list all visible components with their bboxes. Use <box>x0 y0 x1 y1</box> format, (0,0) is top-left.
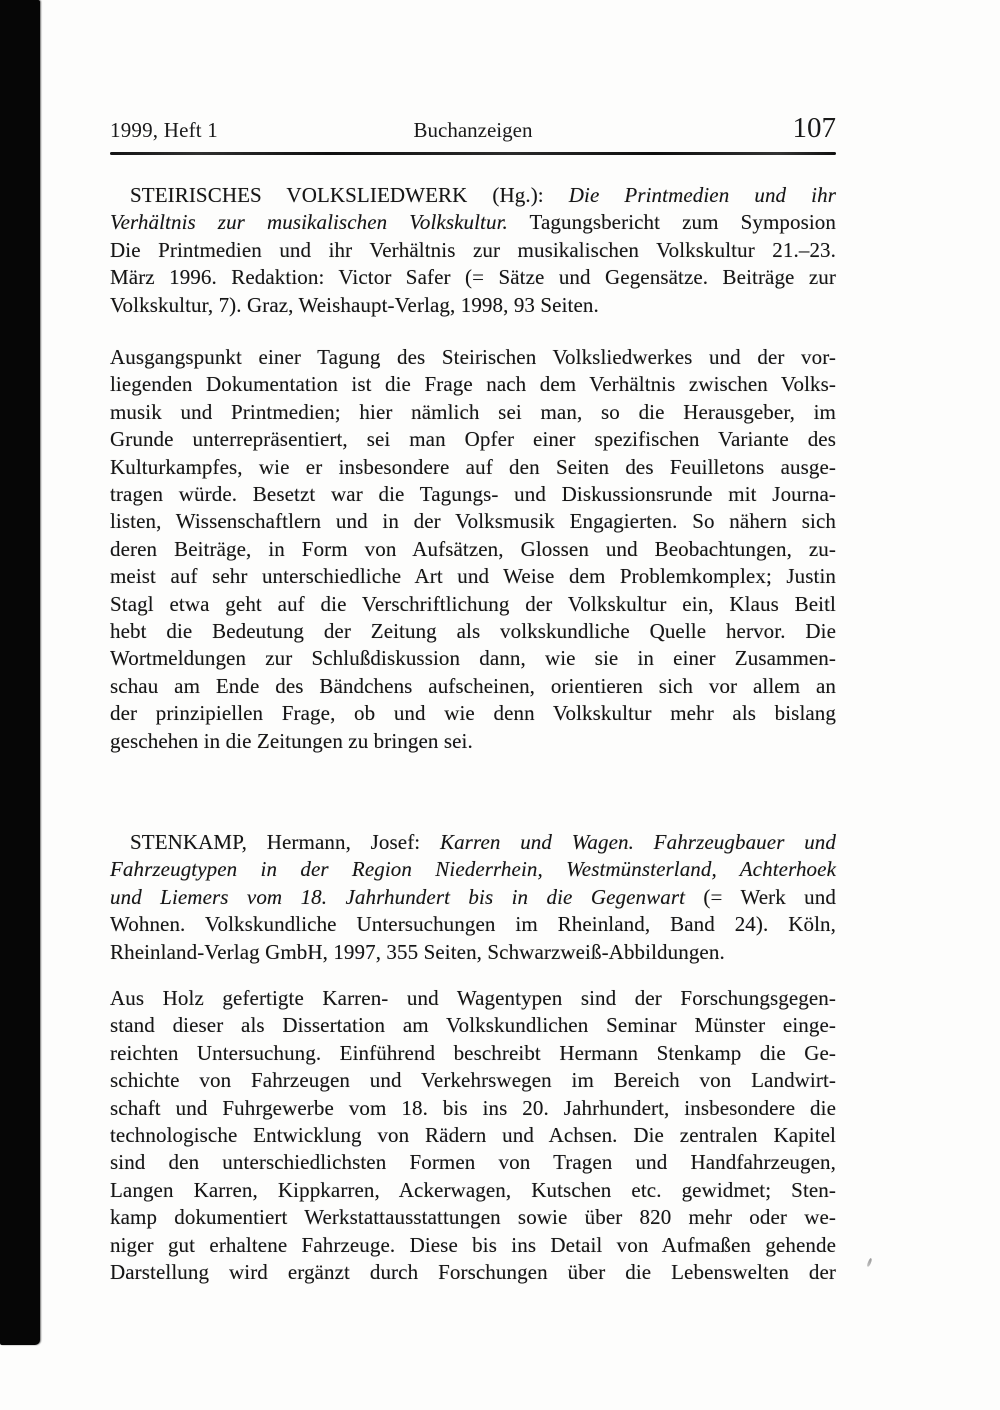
text-line <box>110 454 836 481</box>
text-line <box>110 508 836 535</box>
text-segment: kamp dokumentiert Werkstattausstattungen sowie über 820 mehr oder we- <box>110 1205 836 1230</box>
text-line <box>110 911 836 938</box>
text-segment: sind den unterschiedlichsten Formen von Tragen und Handfahrzeugen, <box>110 1150 836 1175</box>
text-segment: liegenden Dokumentation ist die Frage nach dem Verhältnis zwischen Volks- <box>110 372 836 397</box>
entry-1-review <box>110 344 836 755</box>
text-line <box>110 1012 836 1039</box>
text-segment: musik und Printmedien; hier nämlich sei man, so die Herausgeber, im <box>110 399 836 424</box>
text-line <box>110 829 836 856</box>
text-segment: niger gut erhaltene Fahrzeuge. Diese bis ins Detail von Aufmaßen gehende <box>110 1232 836 1257</box>
text-segment: schau am Ende des Bändchens aufscheinen, orientieren sich vor allem an <box>110 673 836 698</box>
text-segment: tragen würde. Besetzt war die Tagungs- und Diskussionsrunde mit Journa- <box>110 482 836 507</box>
text-line <box>110 1122 836 1149</box>
text-segment: Tagungsbericht zum Symposion <box>507 210 837 235</box>
text-line <box>110 728 836 755</box>
text-line <box>110 1149 836 1176</box>
text-segment: technologische Entwicklung von Rädern und Achsen. Die zentralen Kapitel <box>110 1123 836 1148</box>
text-segment: Wohnen. Volkskundliche Untersuchungen im Rheinland, Band 24). Köln, <box>110 912 836 937</box>
issue-label: 1999, Heft 1 <box>110 118 218 142</box>
text-line <box>110 1095 836 1122</box>
text-segment: deren Beiträge, in Form von Aufsätzen, Glossen und Beobachtungen, zu- <box>110 536 836 561</box>
italic-text-segment: und Liemers vom 18. Jahrhundert bis in die Gegenwart <box>110 884 686 909</box>
italic-text-segment: Verhältnis zur musikalischen Volkskultur. <box>110 210 508 235</box>
text-line <box>110 591 836 618</box>
text-segment: geschehen in die Zeitungen zu bringen sei. <box>110 728 473 753</box>
text-segment: listen, Wissenschaftlern und in der Volksmusik Engagierten. So nähern sich <box>110 509 836 534</box>
text-line <box>110 399 836 426</box>
text-line <box>110 237 836 264</box>
text-segment: Die Printmedien und ihr Verhältnis zur musikalischen Volkskultur 21.–23. <box>110 237 836 262</box>
text-segment: Langen Karren, Kippkarren, Ackerwagen, Kutschen etc. gewidmet; Sten- <box>110 1177 836 1202</box>
entry-2-citation <box>110 829 836 966</box>
text-segment: Rheinland-Verlag GmbH, 1997, 355 Seiten, Schwarzweiß-Abbildungen. <box>110 939 725 964</box>
text-line <box>110 1067 836 1094</box>
text-line <box>110 344 836 371</box>
text-segment: (= Werk und <box>685 884 836 909</box>
text-segment: Volkskultur, 7). Graz, Weishaupt-Verlag, 1998, 93 Seiten. <box>110 292 599 317</box>
text-line <box>110 985 836 1012</box>
text-line <box>110 618 836 645</box>
text-line <box>110 1204 836 1231</box>
text-line <box>110 426 836 453</box>
page-number: 107 <box>792 112 836 144</box>
text-line <box>110 673 836 700</box>
text-line <box>110 1040 836 1067</box>
entry-1-citation <box>110 182 836 319</box>
text-segment: reichten Untersuchung. Einführend beschreibt Hermann Stenkamp die Ge- <box>110 1040 836 1065</box>
text-line <box>110 884 836 911</box>
text-line <box>110 371 836 398</box>
text-line <box>110 292 836 319</box>
text-segment: Ausgangspunkt einer Tagung des Steirischen Volksliedwerkes und der vor- <box>110 345 836 369</box>
italic-text-segment: Fahrzeugtypen in der Region Niederrhein, Westmünsterland, Achterhoek <box>110 857 836 882</box>
text-segment: März 1996. Redaktion: Victor Safer (= Sätze und Gegensätze. Beiträge zur <box>110 265 836 290</box>
scan-speck <box>866 1258 872 1267</box>
text-segment: Darstellung wird ergänzt durch Forschungen über die Lebenswelten der <box>110 1260 836 1285</box>
text-segment: STEIRISCHES VOLKSLIEDWERK (Hg.): <box>130 183 569 207</box>
text-segment: hebt die Bedeutung der Zeitung als volkskundliche Quelle hervor. Die <box>110 619 836 644</box>
text-line <box>110 481 836 508</box>
text-segment: Grunde unterrepräsentiert, sei man Opfer einer spezifischen Variante des <box>110 427 836 452</box>
running-head <box>110 112 836 145</box>
scan-edge-artifact <box>0 0 40 1345</box>
text-segment: Wortmeldungen zur Schlußdiskussion dann, wie sie in einer Zusammen- <box>110 646 836 671</box>
italic-text-segment: Die Printmedien und ihr <box>568 183 836 207</box>
text-segment: STENKAMP, Hermann, Josef: <box>130 830 440 854</box>
text-segment: stand dieser als Dissertation am Volkskundlichen Seminar Münster einge- <box>110 1013 836 1038</box>
text-segment: schaft und Fuhrgewerbe vom 18. bis ins 20. Jahrhundert, insbesondere die <box>110 1095 836 1120</box>
text-segment: Kulturkampfes, wie er insbesondere auf den Seiten des Feuilletons ausge- <box>110 454 836 479</box>
text-line <box>110 264 836 291</box>
text-line <box>110 939 836 966</box>
entry-2-review <box>110 985 836 1286</box>
text-line <box>110 1232 836 1259</box>
text-segment: meist auf sehr unterschiedliche Art und Weise dem Problemkomplex; Justin <box>110 564 836 589</box>
header-rule <box>110 152 836 155</box>
text-line <box>110 700 836 727</box>
italic-text-segment: Karren und Wagen. Fahrzeugbauer und <box>439 830 836 854</box>
text-segment: der prinzipiellen Frage, ob und wie denn Volkskultur mehr als bislang <box>110 701 836 726</box>
text-segment: Stagl etwa geht auf die Verschriftlichung der Volkskultur ein, Klaus Beitl <box>110 591 836 616</box>
text-line <box>110 563 836 590</box>
text-line <box>110 1177 836 1204</box>
text-line <box>110 209 836 236</box>
section-title: Buchanzeigen <box>413 118 533 142</box>
text-line <box>110 182 836 209</box>
text-line <box>110 856 836 883</box>
text-line <box>110 536 836 563</box>
text-segment: Aus Holz gefertigte Karren- und Wagentypen sind der Forschungsgegen- <box>110 986 836 1010</box>
text-segment: schichte von Fahrzeugen und Verkehrswegen im Bereich von Landwirt- <box>110 1068 836 1093</box>
text-line <box>110 645 836 672</box>
text-line <box>110 1259 836 1286</box>
